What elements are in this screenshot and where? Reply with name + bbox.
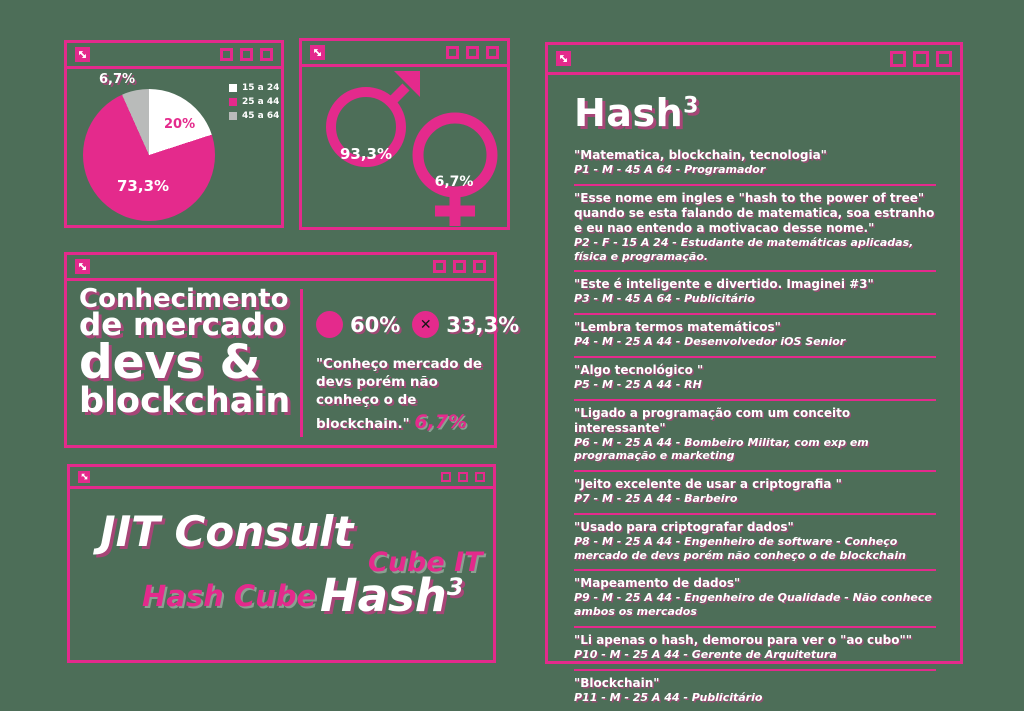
quote-attribution: P1 - M - 45 A 64 - Programador — [574, 163, 936, 177]
quote-attribution: P11 - M - 25 A 44 - Publicitário — [574, 691, 936, 705]
quote-text: "Esse nome em ingles e "hash to the power of tree" quando se esta falando de matematica, soa estranho e eu nao entendo a motivacao desse nome." — [574, 191, 936, 236]
male-percentage: 93,3% — [330, 145, 402, 163]
quote-item — [574, 358, 936, 401]
legend-label: 45 a 64 — [242, 111, 279, 121]
hash-title — [574, 91, 960, 135]
quote-attribution: P6 - M - 25 A 44 - Bombeiro Militar, com exp em programação e marketing — [574, 436, 936, 464]
quote-text: "Usado para criptografar dados" — [574, 520, 936, 535]
window-button[interactable] — [486, 46, 499, 59]
quote-item — [574, 472, 936, 515]
window-buttons — [446, 46, 499, 59]
quote-text: "Li apenas o hash, demorou para ver o "ao cubo"" — [574, 633, 936, 648]
quote-item — [574, 401, 936, 473]
quote-text: "Algo tecnológico " — [574, 363, 936, 378]
quote-attribution: P8 - M - 25 A 44 - Engenheiro de software - Conheço mercado de devs porém não conheço o de blockchain — [574, 535, 936, 563]
quote-item — [574, 628, 936, 671]
window-button[interactable] — [220, 48, 233, 61]
headline-line-3: devs & — [79, 341, 290, 385]
window-button[interactable] — [240, 48, 253, 61]
quote-item — [574, 272, 936, 315]
window-button[interactable] — [441, 472, 451, 482]
filled-dot-icon — [316, 311, 343, 338]
quote-attribution: P4 - M - 25 A 44 - Desenvolvedor iOS Senior — [574, 335, 936, 349]
quote-attribution: P7 - M - 25 A 44 - Barbeiro — [574, 492, 936, 506]
window-button[interactable] — [453, 260, 466, 273]
diagonal-arrow-icon[interactable] — [78, 471, 90, 483]
quote-text: "Blockchain" — [574, 676, 936, 691]
diagonal-arrow-icon[interactable] — [75, 47, 90, 62]
quote-text: "Este é inteligente e divertido. Imaginei #3" — [574, 277, 936, 292]
quote-item — [574, 186, 936, 273]
diagonal-arrow-icon[interactable] — [75, 259, 90, 274]
window-button[interactable] — [890, 51, 906, 67]
pie-label-25-44: 73,3% — [117, 177, 169, 195]
window-hash-quotes — [545, 42, 963, 664]
brand-cube-it: Cube IT — [368, 547, 483, 578]
quote-item — [574, 143, 936, 186]
knowledge-quote-text: "Conheço mercado de devs porém não conheço o de blockchain." — [316, 356, 482, 432]
window-button[interactable] — [433, 260, 446, 273]
quote-attribution: P9 - M - 25 A 44 - Engenheiro de Qualidade - Não conhece ambos os mercados — [574, 591, 936, 619]
brand-hash3 — [320, 569, 464, 622]
window-market-knowledge — [64, 252, 497, 448]
window-titlebar — [70, 467, 493, 489]
legend-swatch-icon — [229, 98, 237, 106]
quote-list — [574, 143, 936, 711]
age-pie-chart — [83, 89, 215, 221]
headline-line-4: blockchain — [79, 385, 290, 418]
legend-swatch-icon — [229, 84, 237, 92]
stat-knows-not-value: 33,3% — [446, 313, 519, 337]
legend-row — [229, 97, 279, 107]
headline-line-1: Conhecimento — [79, 287, 290, 311]
vertical-divider — [300, 289, 303, 437]
quote-text: "Jeito excelente de usar a criptografia " — [574, 477, 936, 492]
window-button[interactable] — [260, 48, 273, 61]
quote-item — [574, 315, 936, 358]
knowledge-quote-highlight: 6,7% — [414, 411, 467, 433]
window-button[interactable] — [473, 260, 486, 273]
window-titlebar — [548, 45, 960, 75]
window-button[interactable] — [446, 46, 459, 59]
quote-attribution: P10 - M - 25 A 44 - Gerente de Arquitetura — [574, 648, 936, 662]
window-buttons — [220, 48, 273, 61]
knowledge-quote — [316, 355, 494, 435]
window-gender-chart — [299, 38, 510, 230]
brand-hash-cube: Hash Cube — [142, 579, 316, 613]
legend-swatch-icon — [229, 112, 237, 120]
window-button[interactable] — [458, 472, 468, 482]
window-buttons — [441, 472, 485, 482]
x-mark: ✕ — [420, 317, 432, 333]
quote-attribution: P5 - M - 25 A 44 - RH — [574, 378, 936, 392]
knowledge-headline — [79, 287, 290, 418]
quote-text: "Ligado a programação com um conceito interessante" — [574, 406, 936, 436]
stat-knows-value: 60% — [350, 313, 400, 337]
window-titlebar — [67, 43, 281, 69]
x-dot-icon — [412, 311, 439, 338]
legend-label: 15 a 24 — [242, 83, 279, 93]
pie-label-45-64: 6,7% — [99, 72, 135, 87]
quote-item — [574, 571, 936, 628]
quote-text: "Matematica, blockchain, tecnologia" — [574, 148, 936, 163]
window-button[interactable] — [475, 472, 485, 482]
brand-hash3-exponent: 3 — [447, 573, 464, 601]
quote-text: "Mapeamento de dados" — [574, 576, 936, 591]
female-icon — [418, 118, 492, 226]
female-percentage: 6,7% — [422, 174, 486, 190]
pie-legend — [229, 83, 279, 121]
quote-attribution: P3 - M - 45 A 64 - Publicitário — [574, 292, 936, 306]
legend-row — [229, 83, 279, 93]
quote-text: "Lembra termos matemáticos" — [574, 320, 936, 335]
window-titlebar — [67, 255, 494, 281]
quote-item — [574, 671, 936, 711]
pie-label-15-24: 20% — [164, 117, 195, 132]
knowledge-stats — [316, 311, 519, 338]
window-button[interactable] — [466, 46, 479, 59]
hash-title-base: Hash — [574, 91, 683, 135]
window-titlebar — [302, 41, 507, 67]
window-age-chart — [64, 40, 284, 228]
window-buttons — [433, 260, 486, 273]
headline-line-2: de mercado — [79, 311, 290, 340]
legend-label: 25 a 44 — [242, 97, 279, 107]
diagonal-arrow-icon[interactable] — [556, 51, 571, 66]
hash-title-exponent: 3 — [683, 93, 699, 118]
brand-jit-consult: JIT Consult — [100, 507, 353, 556]
diagonal-arrow-icon[interactable] — [310, 45, 325, 60]
window-button[interactable] — [936, 51, 952, 67]
window-buttons — [890, 51, 952, 67]
window-brand-names — [67, 464, 496, 663]
legend-row — [229, 111, 279, 121]
brand-hash3-base: Hash — [320, 569, 447, 622]
quote-attribution: P2 - F - 15 A 24 - Estudante de matemáticas aplicadas, física e programação. — [574, 236, 936, 264]
window-button[interactable] — [913, 51, 929, 67]
quote-item — [574, 515, 936, 572]
